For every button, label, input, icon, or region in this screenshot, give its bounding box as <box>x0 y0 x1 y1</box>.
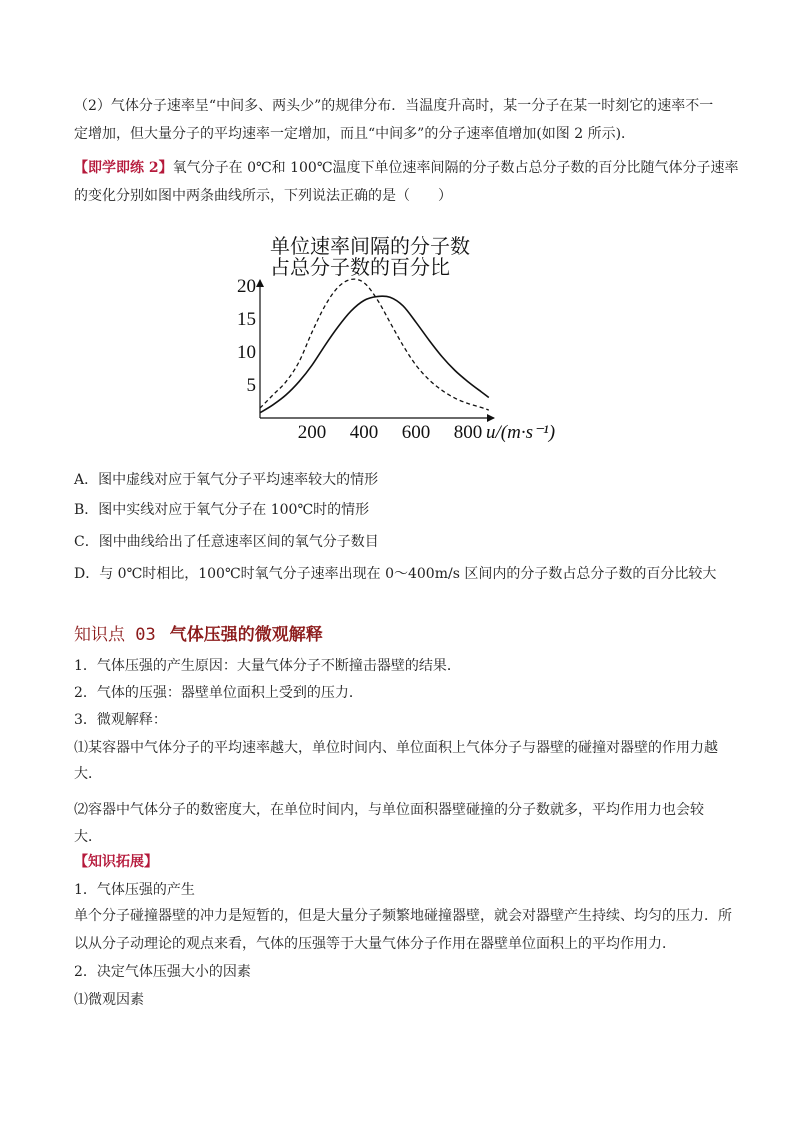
practice-line-1 <box>74 158 738 178</box>
x-tick-label: 400 <box>349 422 379 443</box>
intro-line-2: 定增加，但大量分子的平均速率一定增加，而且“中间多”的分子速率值增加(如图 2 所示)． <box>74 126 636 142</box>
practice-tag: 【即学即练 2】 <box>74 160 173 176</box>
ext-line-4: ⑴微观因素 <box>74 992 144 1008</box>
ext-line-3: 2．决定气体压强大小的因素 <box>74 964 251 980</box>
practice-line-2: 的变化分别如图中两条曲线所示，下列说法正确的是（ ） <box>74 188 452 204</box>
x-tick-label: 600 <box>401 422 431 443</box>
body-p3: 3．微观解释： <box>74 712 167 728</box>
y-axis-title-line2: 占总分子数的百分比 <box>270 257 450 279</box>
body-p2: 2．气体的压强：器壁单位面积上受到的压力． <box>74 685 363 701</box>
section-number: 知识点 03 <box>74 625 156 645</box>
ext-line-1: 1．气体压强的产生 <box>74 882 195 898</box>
y-axis-title-line1: 单位速率间隔的分子数 <box>270 236 470 258</box>
y-tick-label: 10 <box>237 342 256 363</box>
y-tick-label: 20 <box>237 276 256 297</box>
body-p4-line1: ⑴某容器中气体分子的平均速率越大，单位时间内、单位面积上气体分子与器壁的碰撞对器壁的作用力越 <box>74 740 718 756</box>
practice-text-1: 氧气分子在 0℃和 100℃温度下单位速率间隔的分子数占总分子数的百分比随气体分子速率 <box>172 160 739 176</box>
body-p4-line2: 大． <box>74 766 102 782</box>
ext-line-2b: 以从分子动理论的观点来看，气体的压强等于大量气体分子作用在器壁单位面积上的平均作用力． <box>74 936 676 952</box>
body-p5-line1: ⑵容器中气体分子的数密度大，在单位时间内，与单位面积器壁碰撞的分子数就多，平均作用力也会较 <box>74 802 704 818</box>
option-b: B．图中实线对应于氧气分子在 100℃时的情形 <box>74 502 370 518</box>
speed-distribution-chart <box>228 228 578 448</box>
extension-tag-text: 【知识拓展】 <box>74 854 158 870</box>
y-tick-label: 15 <box>237 309 256 330</box>
series-solid-line <box>260 296 489 413</box>
body-p1: 1．气体压强的产生原因：大量气体分子不断撞击器壁的结果． <box>74 658 461 674</box>
option-a: A．图中虚线对应于氧气分子平均速率较大的情形 <box>74 472 379 488</box>
option-c: C．图中曲线给出了任意速率区间的氧气分子数目 <box>74 534 379 550</box>
x-axis-title: u/(m·s⁻¹) <box>486 422 556 443</box>
extension-tag <box>74 852 158 872</box>
body-p5-line2: 大． <box>74 829 102 845</box>
option-d: D．与 0℃时相比，100℃时氧气分子速率出现在 0～400m/s 区间内的分子数占总分子数的百分比较大 <box>74 566 717 582</box>
section-title: 气体压强的微观解释 <box>169 625 323 645</box>
ext-line-2a: 单个分子碰撞器壁的冲力是短暂的，但是大量分子频繁地碰撞器壁，就会对器壁产生持续、均匀的压力．所 <box>74 908 732 924</box>
x-tick-label: 800 <box>453 422 483 443</box>
intro-line-1: （2）气体分子速率呈“中间多、两头少”的规律分布．当温度升高时，某一分子在某一时刻它的速率不一 <box>74 98 714 114</box>
section-heading <box>74 620 323 645</box>
series-dashed-line <box>260 279 489 410</box>
x-tick-label: 200 <box>297 422 327 443</box>
y-tick-label: 5 <box>246 375 256 396</box>
